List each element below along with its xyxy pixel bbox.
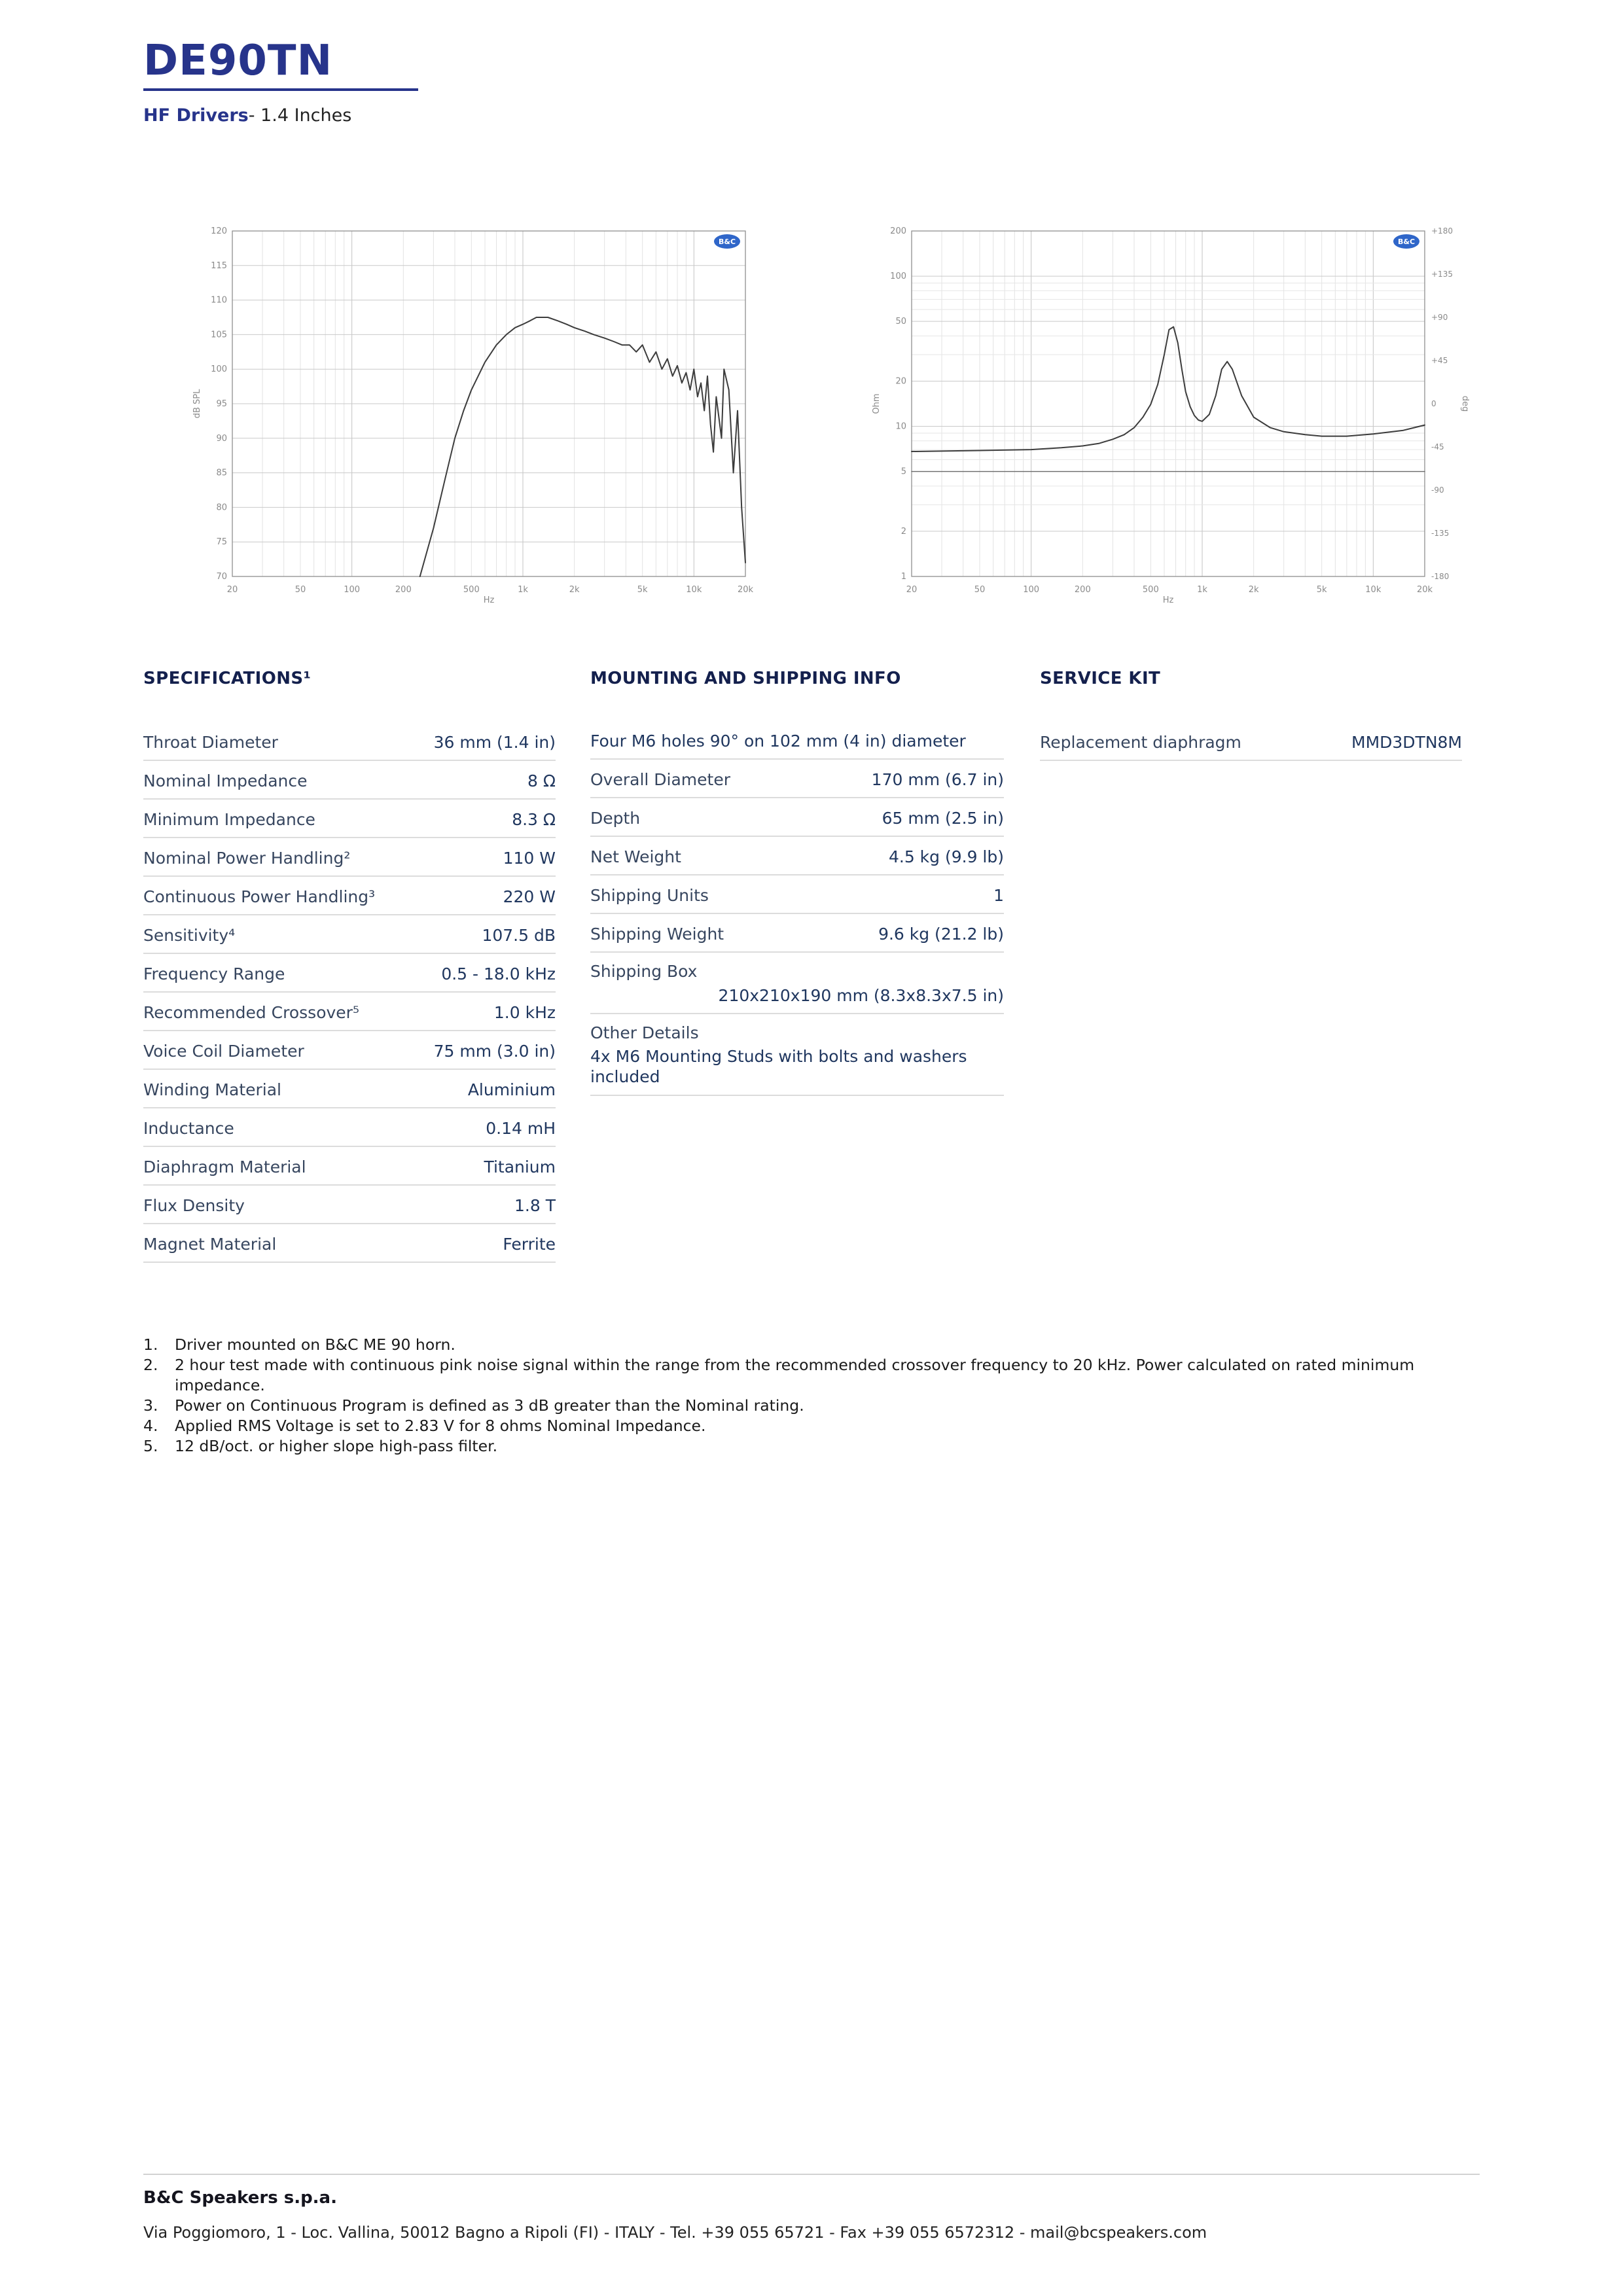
spec-row-throat-diameter [143, 722, 556, 761]
spec-value: 1.8 T [514, 1196, 556, 1215]
svg-text:5k: 5k [637, 585, 648, 595]
spec-row-magnet-material [143, 1224, 556, 1263]
svg-text:75: 75 [216, 537, 227, 548]
spec-label: Magnet Material [143, 1235, 277, 1254]
mounting-label: Shipping Box [590, 962, 698, 981]
spec-label: Minimum Impedance [143, 810, 315, 829]
svg-text:90: 90 [216, 433, 227, 444]
svg-text:B&C: B&C [1397, 238, 1416, 246]
mounting-row-shipping-weight [590, 914, 1004, 953]
svg-text:1: 1 [901, 572, 906, 582]
service-value: MMD3DTN8M [1351, 733, 1462, 752]
svg-text:10k: 10k [1365, 585, 1382, 595]
mounting-value: 210x210x190 mm (8.3x8.3x7.5 in) [718, 986, 1004, 1005]
svg-text:120: 120 [211, 226, 227, 236]
spec-value: Ferrite [503, 1235, 556, 1254]
footnote-text: 12 dB/oct. or higher slope high-pass filter. [175, 1437, 498, 1455]
svg-text:1k: 1k [1197, 585, 1207, 595]
svg-text:-180: -180 [1431, 572, 1450, 581]
svg-text:50: 50 [974, 585, 986, 595]
company-name: B&C Speakers s.p.a. [143, 2188, 337, 2208]
footnote-4 [143, 1416, 1472, 1436]
svg-text:-45: -45 [1431, 442, 1444, 451]
section-title-mounting: MOUNTING AND SHIPPING INFO [590, 669, 901, 688]
spec-value: Aluminium [467, 1080, 556, 1099]
svg-text:+180: +180 [1431, 226, 1453, 236]
svg-text:70: 70 [216, 572, 227, 582]
section-title-specifications: SPECIFICATIONS¹ [143, 669, 312, 688]
svg-text:10: 10 [895, 421, 906, 432]
footnote-number: 4. [143, 1417, 158, 1435]
product-size: - 1.4 Inches [248, 105, 352, 126]
svg-text:85: 85 [216, 468, 227, 478]
svg-text:2k: 2k [1248, 585, 1259, 595]
svg-text:deg: deg [1460, 395, 1470, 412]
svg-text:-90: -90 [1431, 486, 1444, 495]
spec-row-nominal-power [143, 838, 556, 877]
spec-label: Nominal Power Handling² [143, 849, 351, 868]
mounting-value: 4.5 kg (9.9 lb) [888, 847, 1004, 866]
footnote-number: 2. [143, 1356, 158, 1374]
svg-text:200: 200 [890, 226, 906, 236]
mounting-row-other-details [590, 1014, 1004, 1096]
mounting-value: 4x M6 Mounting Studs with bolts and washers included [590, 1047, 967, 1086]
footnote-number: 5. [143, 1437, 158, 1455]
spec-value: 220 W [503, 887, 556, 906]
frequency-response-chart [189, 214, 791, 607]
spec-value: 107.5 dB [482, 926, 556, 945]
svg-text:B&C: B&C [718, 238, 736, 246]
title-underline [143, 88, 418, 91]
spec-value: 75 mm (3.0 in) [433, 1042, 556, 1061]
svg-text:dB SPL: dB SPL [192, 389, 202, 419]
spec-value: 8.3 Ω [512, 810, 556, 829]
svg-text:+135: +135 [1431, 270, 1453, 279]
svg-text:2k: 2k [569, 585, 580, 595]
spec-row-diaphragm-material [143, 1147, 556, 1186]
mounting-value: 1 [993, 886, 1004, 905]
mounting-holes-note: Four M6 holes 90° on 102 mm (4 in) diameter [590, 722, 1004, 760]
svg-text:Hz: Hz [1162, 595, 1174, 605]
spec-row-winding-material [143, 1070, 556, 1108]
spec-row-frequency-range [143, 954, 556, 993]
spec-label: Diaphragm Material [143, 1157, 306, 1176]
specifications-table [143, 722, 556, 1263]
svg-text:0: 0 [1431, 399, 1436, 408]
footnote-text: Power on Continuous Program is defined as 3 dB greater than the Nominal rating. [175, 1396, 804, 1415]
svg-text:110: 110 [211, 295, 227, 306]
page-footer [143, 2174, 1480, 2242]
mounting-label: Overall Diameter [590, 770, 731, 789]
mounting-section [590, 669, 1004, 1096]
spec-row-voice-coil-diameter [143, 1031, 556, 1070]
page-title: DE90TN [143, 37, 333, 85]
svg-text:+45: +45 [1431, 356, 1448, 365]
spec-label: Continuous Power Handling³ [143, 887, 376, 906]
svg-text:105: 105 [211, 330, 227, 340]
spec-row-recommended-crossover [143, 993, 556, 1031]
footnote-1 [143, 1335, 1472, 1355]
footnotes [143, 1335, 1472, 1457]
svg-text:100: 100 [890, 272, 906, 282]
mounting-row-shipping-units [590, 875, 1004, 914]
svg-text:10k: 10k [686, 585, 702, 595]
svg-text:20k: 20k [1416, 585, 1433, 595]
product-family: HF Drivers [143, 105, 249, 126]
mounting-label: Depth [590, 809, 641, 828]
footnote-text: 2 hour test made with continuous pink noise signal within the range from the recommended crossover frequency to 20 kHz. Power calculated on rated minimum impedance. [175, 1356, 1415, 1394]
spec-label: Throat Diameter [143, 733, 278, 752]
spec-value: Titanium [484, 1157, 556, 1176]
footnote-5 [143, 1436, 1472, 1457]
spec-label: Winding Material [143, 1080, 281, 1099]
mounting-label: Net Weight [590, 847, 681, 866]
header [143, 37, 418, 126]
spec-label: Frequency Range [143, 964, 285, 983]
footnote-number: 3. [143, 1396, 158, 1415]
service-kit-table [1040, 722, 1462, 761]
footnote-number: 1. [143, 1335, 158, 1354]
footnote-text: Applied RMS Voltage is set to 2.83 V for 8 ohms Nominal Impedance. [175, 1417, 706, 1435]
mounting-label: Shipping Weight [590, 925, 724, 944]
charts-row [189, 214, 1471, 607]
svg-text:200: 200 [395, 585, 412, 595]
svg-text:80: 80 [216, 503, 227, 513]
footnote-3 [143, 1396, 1472, 1416]
spec-label: Voice Coil Diameter [143, 1042, 304, 1061]
svg-text:Ohm: Ohm [872, 393, 882, 414]
spec-value: 110 W [503, 849, 556, 868]
svg-text:5k: 5k [1316, 585, 1327, 595]
product-subtitle [143, 105, 418, 126]
company-address: Via Poggiomoro, 1 - Loc. Vallina, 50012 Bagno a Ripoli (FI) - ITALY - Tel. +39 055 65721 - Fax +39 055 6572312 - mail@bcspeakers.com [143, 2223, 1207, 2242]
svg-text:20: 20 [226, 585, 238, 595]
spec-label: Sensitivity⁴ [143, 926, 236, 945]
svg-text:100: 100 [344, 585, 361, 595]
spec-row-minimum-impedance [143, 800, 556, 838]
spec-row-flux-density [143, 1186, 556, 1224]
svg-text:20: 20 [895, 376, 906, 387]
section-title-service-kit: SERVICE KIT [1040, 669, 1161, 688]
mounting-table [590, 722, 1004, 1096]
mounting-value: 65 mm (2.5 in) [882, 809, 1004, 828]
svg-text:1k: 1k [518, 585, 528, 595]
svg-text:100: 100 [1023, 585, 1040, 595]
impedance-chart [868, 214, 1471, 607]
svg-text:-135: -135 [1431, 529, 1450, 538]
spec-value: 0.14 mH [486, 1119, 556, 1138]
service-label: Replacement diaphragm [1040, 733, 1241, 752]
footnote-2 [143, 1355, 1472, 1396]
spec-row-inductance [143, 1108, 556, 1147]
svg-text:200: 200 [1074, 585, 1091, 595]
svg-text:20k: 20k [737, 585, 754, 595]
svg-text:50: 50 [294, 585, 306, 595]
svg-text:5: 5 [901, 467, 906, 477]
mounting-label: Shipping Units [590, 886, 709, 905]
spec-label: Recommended Crossover⁵ [143, 1003, 359, 1022]
svg-text:500: 500 [463, 585, 480, 595]
mounting-label: Other Details [590, 1023, 699, 1042]
mounting-row-shipping-box [590, 953, 1004, 1014]
svg-text:+90: +90 [1431, 313, 1448, 322]
service-kit-section [1040, 669, 1462, 761]
spec-label: Inductance [143, 1119, 234, 1138]
svg-text:100: 100 [211, 364, 227, 375]
footnote-text: Driver mounted on B&C ME 90 horn. [175, 1335, 455, 1354]
spec-row-continuous-power [143, 877, 556, 915]
specifications-section [143, 669, 556, 1263]
mounting-value: 170 mm (6.7 in) [871, 770, 1004, 789]
spec-label: Flux Density [143, 1196, 245, 1215]
spec-row-nominal-impedance [143, 761, 556, 800]
svg-text:20: 20 [906, 585, 918, 595]
mounting-row-overall-diameter [590, 760, 1004, 798]
svg-text:500: 500 [1142, 585, 1159, 595]
spec-row-sensitivity [143, 915, 556, 954]
spec-value: 1.0 kHz [493, 1003, 556, 1022]
mounting-row-depth [590, 798, 1004, 837]
service-row-replacement-diaphragm [1040, 722, 1462, 761]
svg-text:50: 50 [895, 317, 906, 327]
spec-label: Nominal Impedance [143, 771, 308, 790]
mounting-row-net-weight [590, 837, 1004, 875]
spec-value: 36 mm (1.4 in) [433, 733, 556, 752]
mounting-value: 9.6 kg (21.2 lb) [878, 925, 1004, 944]
svg-text:2: 2 [901, 526, 906, 537]
spec-value: 8 Ω [527, 771, 556, 790]
spec-value: 0.5 - 18.0 kHz [441, 964, 556, 983]
svg-text:95: 95 [216, 399, 227, 409]
svg-text:Hz: Hz [483, 595, 495, 605]
svg-text:115: 115 [211, 260, 227, 271]
